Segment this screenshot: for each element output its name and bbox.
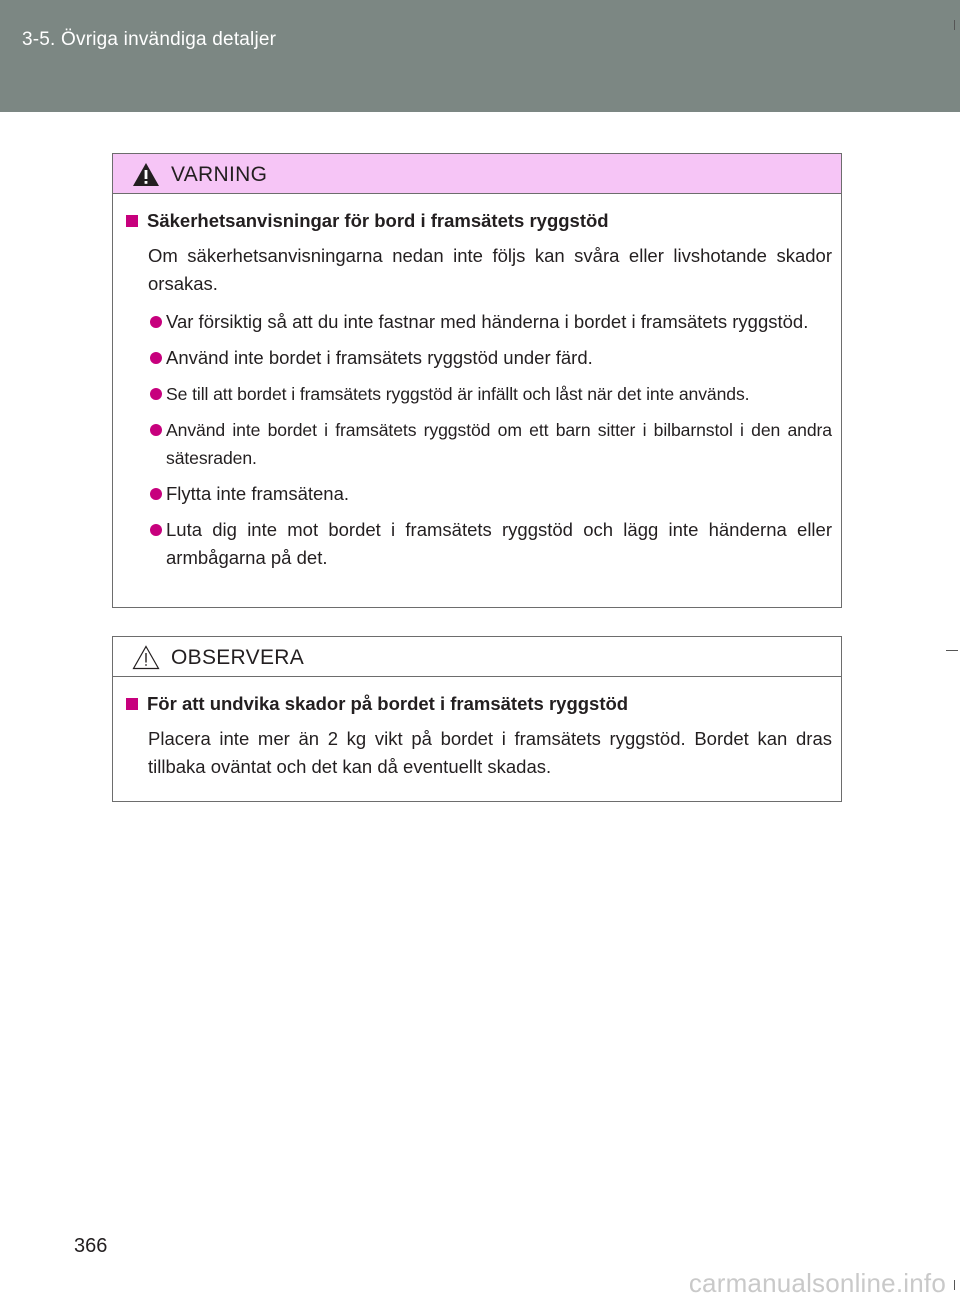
crop-mark (946, 650, 958, 651)
warning-bullet-text: Var försiktig så att du inte fastnar med händerna i bordet i framsätets ryggstöd. (166, 311, 809, 332)
warning-bullet (124, 416, 832, 472)
round-bullet-icon (150, 388, 162, 400)
warning-bullet (124, 380, 832, 408)
square-bullet-icon (126, 698, 138, 710)
round-bullet-icon (150, 352, 162, 364)
notice-box (112, 636, 842, 802)
warning-bullet-text: Luta dig inte mot bordet i framsätets ryggstöd och lägg inte händerna eller armbågarna på det. (166, 519, 832, 568)
warning-intro: Om säkerhetsanvisningarna nedan inte följs kan svåra eller livshotande skador orsakas. (148, 245, 832, 294)
warning-bullet (124, 344, 832, 372)
warning-subheading (124, 208, 832, 234)
crop-mark (954, 1280, 955, 1290)
round-bullet-icon (150, 488, 162, 500)
page-number: 366 (74, 1235, 108, 1257)
notice-header (113, 637, 841, 677)
warning-box (112, 153, 842, 608)
warning-bullet (124, 308, 832, 336)
warning-bullet (124, 480, 832, 508)
notice-text: Placera inte mer än 2 kg vikt på bordet i framsätets ryggstöd. Bordet kan dras tillbaka oväntat och det kan då eventuellt skadas. (148, 728, 832, 777)
warning-bullet-text: Flytta inte framsätena. (166, 483, 350, 504)
square-bullet-icon (126, 215, 138, 227)
notice-body (113, 677, 841, 809)
warning-bullet-text: Använd inte bordet i framsätets ryggstöd under färd. (166, 347, 593, 368)
round-bullet-icon (150, 524, 162, 536)
warning-subheading-text: Säkerhetsanvisningar för bord i framsätets ryggstöd (147, 210, 609, 231)
warning-triangle-filled-icon (132, 162, 160, 192)
watermark: carmanualsonline.info (688, 1268, 946, 1298)
warning-triangle-outline-icon (132, 645, 160, 675)
notice-subheading (124, 691, 832, 717)
warning-bullet-text: Använd inte bordet i framsätets ryggstöd om ett barn sitter i bilbarnstol i den andra sätesraden. (166, 420, 832, 468)
warning-body (113, 194, 841, 598)
notice-title: OBSERVERA (171, 646, 305, 669)
round-bullet-icon (150, 424, 162, 436)
warning-header (113, 154, 841, 194)
notice-subheading-text: För att undvika skador på bordet i framsätets ryggstöd (147, 693, 629, 714)
section-title: 3-5. Övriga invändiga detaljer (22, 29, 277, 50)
crop-mark (954, 20, 955, 30)
round-bullet-icon (150, 316, 162, 328)
warning-bullet (124, 516, 832, 572)
warning-title: VARNING (171, 163, 268, 186)
header-band (0, 0, 960, 112)
warning-bullet-text: Se till att bordet i framsätets ryggstöd är infällt och låst när det inte används. (166, 384, 750, 404)
